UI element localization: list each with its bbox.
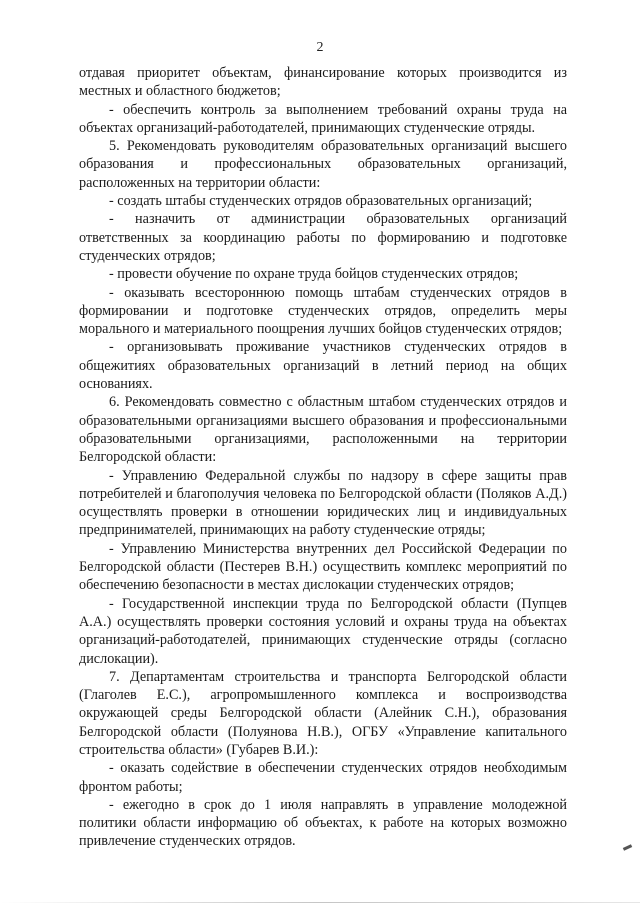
document-body <box>79 64 567 851</box>
scan-bottom-edge <box>0 902 640 903</box>
paragraph-11: - Управлению Министерства внутренних дел Российской Федерации по Белгородской области (Пестерев В.Н.) осуществить комплекс мероприятий по обеспечению безопасности в местах дислокации студенческих отрядов; <box>79 540 567 594</box>
paragraph-7: - оказывать всестороннюю помощь штабам студенческих отрядов в формировании и подготовке студенческих отрядов, определить меры морального и материального поощрения лучших бойцов студенческих отрядов; <box>79 284 567 338</box>
paragraph-14: - оказать содействие в обеспечении студенческих отрядов необходимым фронтом работы; <box>79 760 567 795</box>
paragraph-10: - Управлению Федеральной службы по надзору в сфере защиты прав потребителей и благополучия человека по Белгородской области (Поляков А.Д.) осуществлять проверки в отношении юридических лиц и индивидуальных предпринимателей, принимающих на работу студенческие отряды; <box>79 467 567 539</box>
paragraph-1: отдавая приоритет объектам, финансирование которых производится из местных и областного бюджетов; <box>79 65 567 100</box>
paragraph-3: 5. Рекомендовать руководителям образовательных организаций высшего образования и профессиональных образовательных организаций, расположенных на территории области: <box>79 138 567 191</box>
paragraph-2: - обеспечить контроль за выполнением требований охраны труда на объектах организаций-работодателей, принимающих студенческие отряды. <box>79 101 567 136</box>
paragraph-9: 6. Рекомендовать совместно с областным штабом студенческих отрядов и образовательными организациями высшего образования и профессиональными образовательными организациями, расположенными на территории Белгородской области: <box>79 394 567 466</box>
paragraph-8: - организовывать проживание участников студенческих отрядов в общежитиях образовательных организаций в летний период на общих основаниях. <box>79 339 567 393</box>
paragraph-15: - ежегодно в срок до 1 июля направлять в управление молодежной политики области информацию об объектах, к работе на которых возможно привлечение студенческих отрядов. <box>79 796 567 850</box>
paragraph-4: - создать штабы студенческих отрядов образовательных организаций; <box>109 193 533 210</box>
scan-mark <box>623 844 632 851</box>
paragraph-5: - назначить от администрации образовательных организаций ответственных за координацию работы по формированию и подготовке студенческих отрядов; <box>79 211 567 264</box>
page-number: 2 <box>316 40 324 55</box>
paragraph-13: 7. Департаментам строительства и транспорта Белгородской области (Глаголев Е.С.), агропромышленного комплекса и воспроизводства окружающей среды Белгородской области (Алейник С.Н.), образования Белгородской области (Полуянова Н.В.), ОГБУ «Управление капитального строительства области» (Губарев В.И.): <box>79 668 567 758</box>
paragraph-6: - провести обучение по охране труда бойцов студенческих отрядов; <box>109 266 519 283</box>
paragraph-12: - Государственной инспекции труда по Белгородской области (Пупцев А.А.) осуществлять проверки состояния условий и охраны труда на объектах организаций-работодателей, принимающих студенческие отряды (согласно дислокации). <box>79 595 567 667</box>
